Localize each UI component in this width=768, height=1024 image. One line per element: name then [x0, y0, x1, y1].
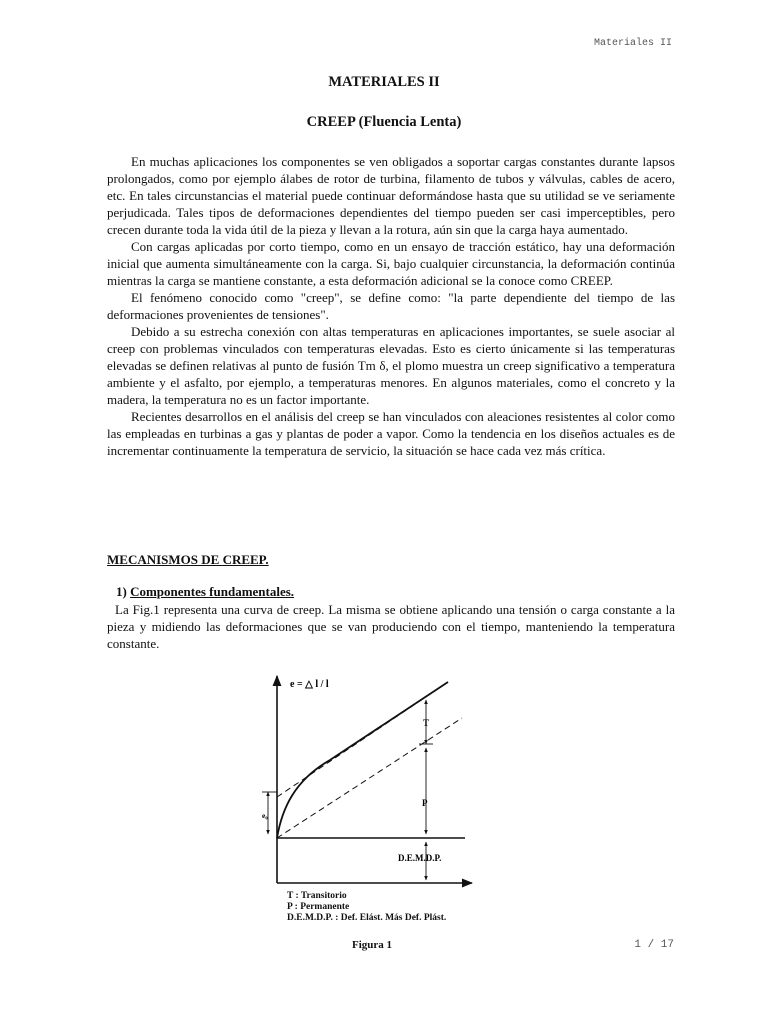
document-subtitle: CREEP (Fluencia Lenta): [306, 114, 462, 130]
figure-caption: Figura 1: [352, 939, 393, 951]
subsection-heading: [116, 584, 294, 600]
creep-curve: [277, 682, 448, 838]
paragraph: La Fig.1 representa una curva de creep. La misma se obtiene aplicando una tensión o carga constante a la pieza y midiendo las deformaciones que se van produciendo con el tiempo, manteniendo la temperatura constante.: [107, 602, 675, 651]
document-title: MATERIALES II: [328, 74, 440, 90]
subsection-title: Componentes fundamentales.: [130, 584, 295, 599]
section-heading: MECANISMOS DE CREEP.: [107, 552, 269, 567]
tangent-line: [277, 682, 448, 797]
subsection-number: 1): [116, 584, 127, 599]
figure-legend: [287, 891, 446, 924]
paragraph: Debido a su estrecha conexión con altas temperaturas en aplicaciones importantes, se suele asociar al creep con problemas vinculados con temperaturas elevadas. Esto es cierto únicamente si las temperaturas elevadas se definen relativas al punto de fusión Tm δ, el plomo muestra un creep significativo a temperatura ambiente y el asfalto, por ejemplo, a temperaturas menores. En algunos materiales, como el concreto y la madera, la temperatura no es un factor importante.: [107, 324, 675, 407]
y-axis-label: e = △ l / l: [290, 679, 329, 690]
legend-item: D.E.M.D.P. : Def. Elást. Más Def. Plást.: [287, 913, 447, 923]
label-e0: e₀: [262, 811, 268, 820]
paragraph: En muchas aplicaciones los componentes se ven obligados a soportar cargas constantes durante lapsos prolongados, como por ejemplo álabes de rotor de turbina, filamento de tubos y válvulas, cables de acero, etc. En tales circunstancias el material puede continuar deformándose hasta que su utilidad se ve seriamente perjudicada. Tales tipos de deformaciones dependientes del tiempo pueden ser casi imperceptibles, pero crecen durante toda la vida útil de la pieza y llevan a la rotura, aún sin que la carga haya aumentado.: [107, 154, 675, 237]
body-text: [107, 153, 675, 459]
label-T: T: [423, 718, 430, 728]
label-demdp: D.E.M.D.P.: [398, 853, 442, 863]
legend-item: T : Transitorio: [287, 891, 347, 901]
paragraph: El fenómeno conocido como "creep", se define como: "la parte dependiente del tiempo de las deformaciones provenientes de tensiones".: [107, 290, 675, 322]
label-P: P: [422, 798, 428, 808]
paragraph: Con cargas aplicadas por corto tiempo, como en un ensayo de tracción estático, hay una deformación inicial que aumenta simultáneamente con la carga. Si, bajo cualquier circunstancia, la deformación continúa mientras la carga se mantiene constante, a esta deformación adicional se la conoce como CREEP.: [107, 239, 675, 288]
intro-text: [107, 601, 675, 652]
running-header: Materiales II: [593, 38, 672, 49]
paragraph: Recientes desarrollos en el análisis del creep se han vinculados con aleaciones resistentes al color como las empleadas en turbinas a gas y plantas de poder a vapor. Como la tendencia en los diseños actuales es de incrementar continuamente la temperatura de servicio, la situación se hace cada vez más crítica.: [107, 409, 675, 458]
legend-item: P : Permanente: [287, 902, 350, 912]
page-number: 1 / 17: [634, 939, 674, 951]
